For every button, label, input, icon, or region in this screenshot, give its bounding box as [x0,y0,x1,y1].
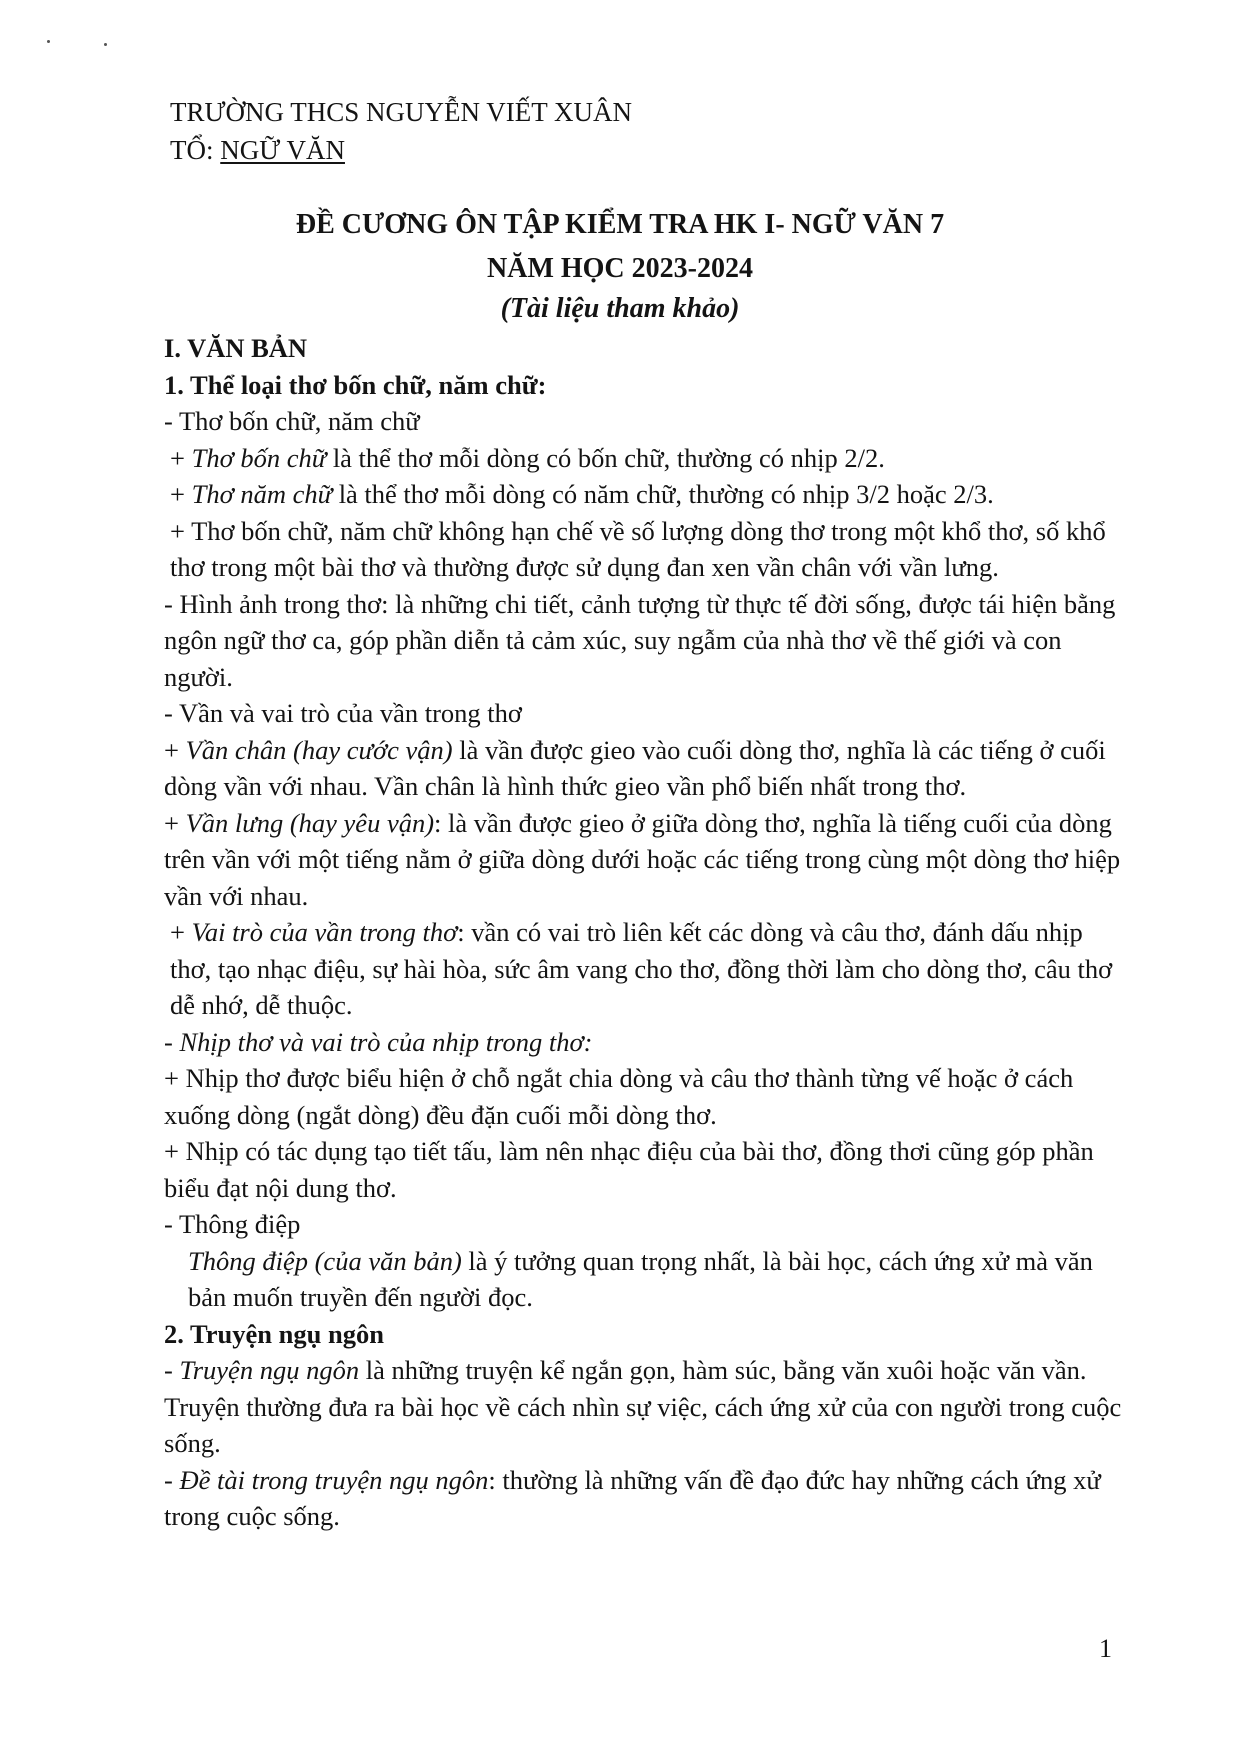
subsection-heading: 2. Truyện ngụ ngôn [164,1318,384,1349]
paragraph: + Nhịp có tác dụng tạo tiết tấu, làm nên nhạc điệu của bài thơ, đồng thơi cũng góp phần biểu đạt nội dung thơ. [164,1136,1094,1203]
department [170,132,345,168]
term: Thơ năm chữ [191,479,333,509]
term: Đề tài trong truyện ngụ ngôn [179,1464,489,1495]
paragraph: + Thơ bốn chữ là thể thơ mỗi dòng có bốn chữ, thường có nhịp 2/2. [170,442,885,473]
paragraph: - Truyện ngụ ngôn là những truyện kể ngắn gọn, hàm súc, bằng văn xuôi hoặc văn vần. Truyện thường đưa ra bài học về cách nhìn sự việc, cách ứng xử của con người trong cuộc sống. [164,1355,1122,1458]
paragraph: + Thơ năm chữ là thể thơ mỗi dòng có năm chữ, thường có nhịp 3/2 hoặc 2/3. [170,479,994,509]
term: Vai trò của vần trong thơ [191,917,458,947]
paragraph: - Đề tài trong truyện ngụ ngôn: thường là những vấn đề đạo đức hay những cách ứng xử trong cuộc sống. [164,1464,1101,1531]
paragraph: - Vần và vai trò của vần trong thơ [164,698,522,728]
document-body [164,330,1124,1535]
term: Vần chân (hay cước vận) [185,734,453,765]
term: Vần lưng (hay yêu vận) [185,807,435,838]
paragraph: + Vai trò của vần trong thơ: vần có vai trò liên kết các dòng và câu thơ, đánh dấu nhịp thơ, tạo nhạc điệu, sự hài hòa, sức âm vang cho thơ, đồng thời làm cho dòng thơ, câu thơ dễ nhớ, dễ thuộc. [170,917,1113,1020]
paragraph: - Thông điệp [164,1209,301,1239]
paragraph: + Vần lưng (hay yêu vận): là vần được gieo ở giữa dòng thơ, nghĩa là tiếng cuối của dòng trên vần với một tiếng nằm ở giữa dòng dưới hoặc các tiếng trong cùng một dòng thơ hiệp vần với nhau. [164,807,1121,911]
page-number: 1 [1099,1634,1112,1663]
paragraph: + Thơ bốn chữ, năm chữ không hạn chế về số lượng dòng thơ trong một khổ thơ, số khổ thơ trong một bài thơ và thường được sử dụng đan xen vần chân với vần lưng. [170,515,1106,582]
document-title: ĐỀ CƯƠNG ÔN TẬP KIỂM TRA HK I- NGỮ VĂN 7 [295,209,945,240]
paragraph: - Thơ bốn chữ, năm chữ [164,406,420,436]
department-label: TỔ: [170,135,221,165]
term: Truyện ngụ ngôn [179,1355,360,1385]
department-name: NGỮ VĂN [220,135,345,165]
paragraph: Thông điệp (của văn bản) là ý tưởng quan trọng nhất, là bài học, cách ứng xử mà văn bản muốn truyền đến người đọc. [188,1245,1093,1312]
paragraph: - Hình ảnh trong thơ: là những chi tiết, cảnh tượng từ thực tế đời sống, được tái hiện bằng ngôn ngữ thơ ca, góp phần diễn tả cảm xúc, suy ngẫm của nhà thơ về thế giới và con người. [164,588,1116,692]
paragraph: + Nhịp thơ được biểu hiện ở chỗ ngắt chia dòng và câu thơ thành từng vế hoặc ở cách xuống dòng (ngắt dòng) đều đặn cuối mỗi dòng thơ. [164,1063,1074,1130]
school-year: NĂM HỌC 2023-2024 [487,253,753,284]
scan-speck [104,43,107,46]
paragraph: - Nhịp thơ và vai trò của nhịp trong thơ: [164,1026,593,1057]
term: Thông điệp (của văn bản) [188,1245,462,1276]
term: Thơ bốn chữ [191,442,327,473]
document-subtitle: (Tài liệu tham khảo) [500,293,740,324]
school-name: TRƯỜNG THCS NGUYỄN VIẾT XUÂN [170,97,632,127]
section-heading: I. VĂN BẢN [164,333,308,363]
paragraph: + Vần chân (hay cước vận) là vần được gieo vào cuối dòng thơ, nghĩa là các tiếng ở cuối dòng vần với nhau. Vần chân là hình thức gieo vần phổ biến nhất trong thơ. [164,734,1106,801]
scan-speck [47,40,50,43]
subsection-heading: 1. Thể loại thơ bốn chữ, năm chữ: [164,369,547,400]
